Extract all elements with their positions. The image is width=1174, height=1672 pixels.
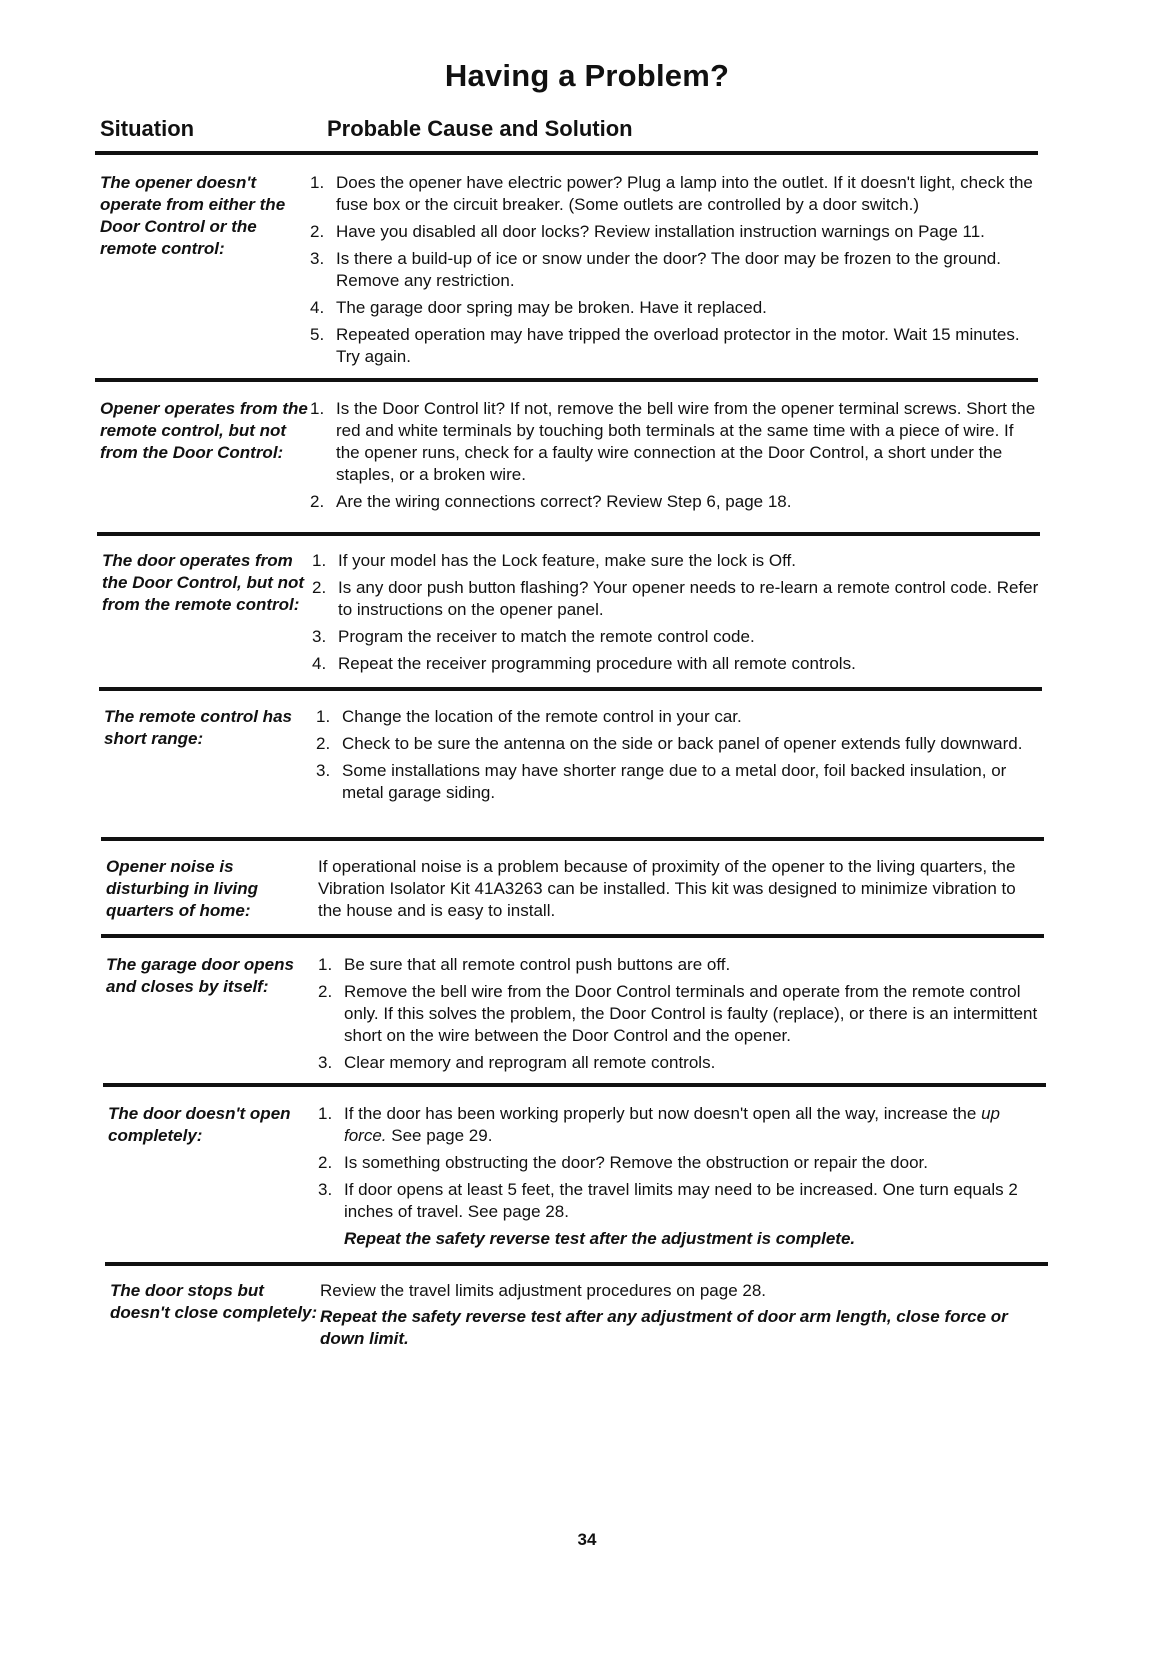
situation-label: The door stops but doesn't close completely: (110, 1281, 318, 1322)
item-text: Are the wiring connections correct? Review Step 6, page 18. (336, 492, 792, 511)
section-divider (101, 934, 1044, 938)
item-text: If your model has the Lock feature, make sure the lock is Off. (338, 551, 796, 570)
item-number: 1. (318, 955, 333, 974)
list-item (316, 733, 1042, 755)
solution-block (310, 172, 1040, 373)
list-item (316, 706, 1042, 728)
situation-label: The opener doesn't operate from either the Door Control or the remote control: (100, 173, 286, 258)
item-number: 3. (318, 1053, 333, 1072)
solution-list (318, 954, 1044, 1074)
list-item (318, 1103, 1046, 1147)
list-item (310, 172, 1040, 216)
item-text: Have you disabled all door locks? Review installation instruction warnings on Page 11. (336, 222, 985, 241)
item-number: 4. (312, 654, 327, 673)
item-number: 5. (310, 325, 325, 344)
item-text: Is the Door Control lit? If not, remove the bell wire from the opener terminal screws. Short the red and white terminals by touching both terminals at the same time with a piece of wire. If the opener runs, check for a faulty wire connection at the Door Control, a short under the staples, or a broken wire. (336, 399, 1036, 484)
item-text: Be sure that all remote control push buttons are off. (344, 955, 731, 974)
item-number: 2. (310, 222, 325, 241)
item-text: Change the location of the remote control in your car. (342, 707, 742, 726)
item-number: 1. (310, 399, 325, 418)
list-item (310, 398, 1040, 486)
item-number: 1. (316, 707, 331, 726)
solution-block (316, 706, 1042, 809)
item-number: 1. (312, 551, 327, 570)
page-number: 34 (577, 1530, 597, 1549)
item-number: 3. (318, 1180, 333, 1199)
situation-label: The door operates from the Door Control, but not from the remote control: (102, 551, 305, 614)
section-divider (95, 378, 1038, 382)
situation-label: The garage door opens and closes by itself: (106, 955, 294, 996)
solution-list (310, 172, 1040, 368)
item-number: 1. (310, 173, 325, 192)
item-number: 2. (310, 492, 325, 511)
item-text: Remove the bell wire from the Door Control terminals and operate from the remote control only. If this solves the problem, the Door Control is faulty (replace), or there is an intermittent short on the wire between the Door Control and the opener. (344, 982, 1038, 1045)
item-text: Is any door push button flashing? Your opener needs to re-learn a remote control code. Refer to instructions on the opener panel. (338, 578, 1039, 619)
solution-block (312, 550, 1040, 680)
section-divider (99, 687, 1042, 691)
solution-paragraph: Review the travel limits adjustment procedures on page 28. (320, 1281, 767, 1300)
up-force-term: up force. (344, 1104, 1000, 1145)
section-divider (95, 151, 1038, 155)
item-text-start: If the door has been working properly but now doesn't open all the way, increase the (344, 1104, 977, 1123)
list-item (316, 760, 1042, 804)
solution-block (318, 954, 1044, 1079)
solution-list (318, 1103, 1046, 1223)
solution-paragraph: If operational noise is a problem because of proximity of the opener to the living quarters, the Vibration Isolator Kit 41A3263 can be installed. This kit was designed to minimize vibration to the house and is easy to install. (318, 857, 1016, 920)
item-number: 2. (316, 734, 331, 753)
item-number: 3. (316, 761, 331, 780)
cause-column-header: Probable Cause and Solution (327, 116, 633, 141)
page-title: Having a Problem? (444, 58, 730, 93)
situation-label: The door doesn't open completely: (108, 1104, 291, 1145)
list-item (318, 1052, 1044, 1074)
solution-list (316, 706, 1042, 804)
section-divider (105, 1262, 1048, 1266)
section-divider (101, 837, 1044, 841)
solution-block (310, 398, 1040, 518)
item-number: 4. (310, 298, 325, 317)
item-text: Check to be sure the antenna on the side or back panel of opener extends fully downward. (342, 734, 1023, 753)
list-item (318, 1152, 1046, 1174)
safety-warning: Repeat the safety reverse test after the adjustment is complete. (344, 1229, 856, 1248)
list-item (318, 954, 1044, 976)
situation-label: Opener noise is disturbing in living quarters of home: (106, 857, 259, 920)
list-item (310, 248, 1040, 292)
solution-block (318, 856, 1042, 926)
list-item (318, 981, 1044, 1047)
solution-list (312, 550, 1040, 675)
situation-label: Opener operates from the remote control, but not from the Door Control: (100, 399, 308, 462)
item-text: Program the receiver to match the remote control code. (338, 627, 755, 646)
item-text: If door opens at least 5 feet, the travel limits may need to be increased. One turn equals 2 inches of travel. See page 28. (344, 1180, 1018, 1221)
item-text: Some installations may have shorter range due to a metal door, foil backed insulation, or metal garage siding. (342, 761, 1007, 802)
item-text: Repeat the receiver programming procedure with all remote controls. (338, 654, 856, 673)
item-number: 2. (318, 1153, 333, 1172)
list-item (310, 324, 1040, 368)
solution-block (320, 1280, 1048, 1354)
item-text: Does the opener have electric power? Plug a lamp into the outlet. If it doesn't light, check the fuse box or the circuit breaker. (Some outlets are controlled by a door switch.) (336, 173, 1033, 214)
section-divider (103, 1083, 1046, 1087)
list-item (312, 626, 1040, 648)
list-item (318, 1179, 1046, 1223)
safety-warning: Repeat the safety reverse test after any adjustment of door arm length, close force or down limit. (320, 1307, 1008, 1348)
solution-list (310, 398, 1040, 513)
list-item (312, 577, 1040, 621)
item-number: 2. (318, 982, 333, 1001)
item-number: 2. (312, 578, 327, 597)
item-number: 1. (318, 1104, 333, 1123)
item-text: Clear memory and reprogram all remote controls. (344, 1053, 716, 1072)
list-item (310, 221, 1040, 243)
list-item (310, 491, 1040, 513)
item-text: The garage door spring may be broken. Have it replaced. (336, 298, 767, 317)
list-item (312, 550, 1040, 572)
list-item (312, 653, 1040, 675)
list-item (310, 297, 1040, 319)
item-text: Is there a build-up of ice or snow under the door? The door may be frozen to the ground. Remove any restriction. (336, 249, 1001, 290)
solution-block (318, 1103, 1046, 1250)
section-divider (97, 532, 1040, 536)
item-number: 3. (310, 249, 325, 268)
item-text: Is something obstructing the door? Remove the obstruction or repair the door. (344, 1153, 928, 1172)
situation-label: The remote control has short range: (104, 707, 292, 748)
item-text: Repeated operation may have tripped the overload protector in the motor. Wait 15 minutes. Try again. (336, 325, 1020, 366)
item-text-end: See page 29. (391, 1126, 493, 1145)
item-number: 3. (312, 627, 327, 646)
situation-column-header: Situation (100, 116, 195, 141)
